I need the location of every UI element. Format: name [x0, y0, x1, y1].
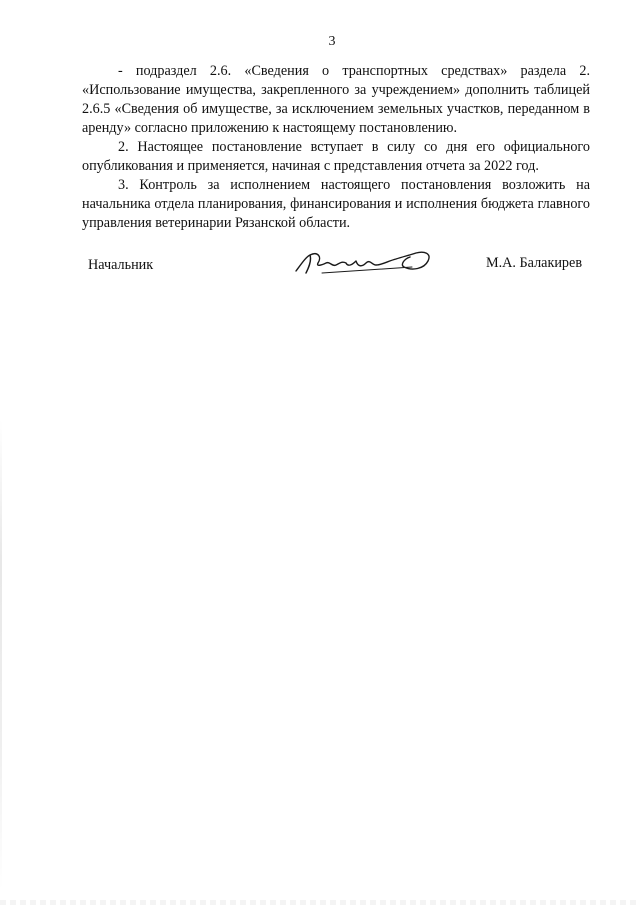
signature-block: [82, 253, 602, 283]
handwritten-signature: [292, 243, 442, 283]
paragraph-effective-date: 2. Настоящее постановление вступает в силу со дня его официального опубликования и применяется, начиная с представления отчета за 2022 год.: [82, 139, 590, 174]
document-body: [82, 62, 590, 233]
paragraph-control: 3. Контроль за исполнением настоящего постановления возложить на начальника отдела планирования, финансирования и исполнения бюджета главного управления ветеринарии Рязанской области.: [82, 177, 590, 231]
signatory-name: М.А. Балакирев: [486, 255, 583, 271]
signatory-title: Начальник: [88, 257, 154, 273]
paragraph-subsection-amendment: - подраздел 2.6. «Сведения о транспортных средствах» раздела 2. «Использование имущества, закрепленного за учреждением» дополнить таблицей 2.6.5 «Сведения об имуществе, за исключением земельных участков, переданном в аренду» согласно приложению к настоящему постановлению.: [82, 63, 590, 136]
scan-bottom-edge: [0, 900, 640, 905]
scan-edge-mark: [0, 420, 2, 890]
page-number: 3: [328, 34, 336, 49]
